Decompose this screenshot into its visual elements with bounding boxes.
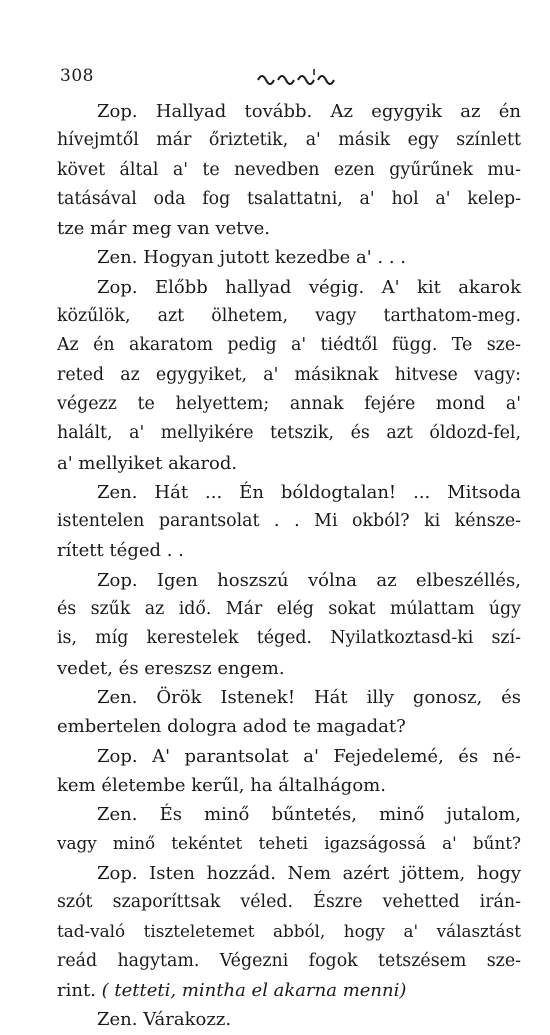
ornament-icon xyxy=(256,68,338,88)
text-line: vagy minő tekéntet teheti igazságossá a' bűnt? xyxy=(57,833,521,854)
text-line: embertelen dologra adod te magadat? xyxy=(57,716,406,738)
text-line: tad-való tiszteletemet abból, hogy a' választást xyxy=(57,921,521,942)
text-line: reted az egygyiket, a' másiknak hitvese vagy: xyxy=(57,364,521,385)
text-line: rített téged . . xyxy=(57,540,184,562)
text-line: Zop. Hallyad tovább. Az egygyik az én xyxy=(97,101,521,122)
text-line: Zen. Örök Istenek! Hát illy gonosz, és xyxy=(97,686,521,708)
text-line: végezz te helyettem; annak fejére mond a' xyxy=(57,393,521,414)
text-line: Zen. És minő bűntetés, minő jutalom, xyxy=(97,804,521,826)
text-line-segment: rint. xyxy=(57,979,96,1001)
text-line xyxy=(57,976,521,1005)
text-line: és szűk az idő. Már elég sokat múlattam úgy xyxy=(57,599,521,620)
text-line: Zop. Előbb hallyad végig. A' kit akarok xyxy=(97,276,521,298)
text-line: Zen. Hogyan jutott kezedbe a' . . . xyxy=(97,247,407,269)
body-text xyxy=(57,97,521,1035)
text-line: Zop. Isten hozzád. Nem azért jöttem, hogy xyxy=(97,862,521,884)
text-line: Zop. Igen hoszszú vólna az elbeszéllés, xyxy=(97,569,521,591)
text-line: kem életembe kerűl, ha általhágom. xyxy=(57,774,386,796)
text-line: szót szaporíttsak véled. Észre vehetted irán- xyxy=(57,892,521,913)
text-line: Az én akaratom pedig a' tiédtől függ. Te sze- xyxy=(57,335,521,356)
text-line: reád hagytam. Végezni fogok tetszésem sze- xyxy=(57,950,521,971)
text-line: a' mellyiket akarod. xyxy=(57,452,238,474)
text-line: Zen. Hát ... Én bóldogtalan! ... Mitsoda xyxy=(97,481,521,503)
stage-direction: ( tetteti, mintha el akarna menni) xyxy=(101,979,407,1001)
text-line: istentelen parantsolat . . Mi okból? ki kénsze- xyxy=(57,511,521,532)
text-line: tze már meg van vetve. xyxy=(57,218,270,240)
text-line: Zen. Várakozz. xyxy=(97,1009,232,1031)
page-number: 308 xyxy=(60,66,94,86)
text-line: hívejmtől már őriztetik, a' másik egy színlett xyxy=(57,130,521,151)
text-line: is, míg kerestelek téged. Nyilatkoztasd-ki szí- xyxy=(57,628,521,649)
text-line: halált, a' mellyikére tetszik, és azt óldozd-fel, xyxy=(57,423,521,444)
text-line: vedet, és ereszsz engem. xyxy=(57,657,285,679)
text-line: tatásával oda fog tsalattatni, a' hol a' kelep- xyxy=(57,188,521,209)
text-line: követ által a' te nevedben ezen gyűrűnek mu- xyxy=(57,159,521,180)
text-line: Zop. A' parantsolat a' Fejedelemé, és né- xyxy=(97,745,521,767)
text-line: közűlök, azt ölhetem, vagy tarthatom-meg. xyxy=(57,306,521,327)
page-header xyxy=(60,60,520,90)
